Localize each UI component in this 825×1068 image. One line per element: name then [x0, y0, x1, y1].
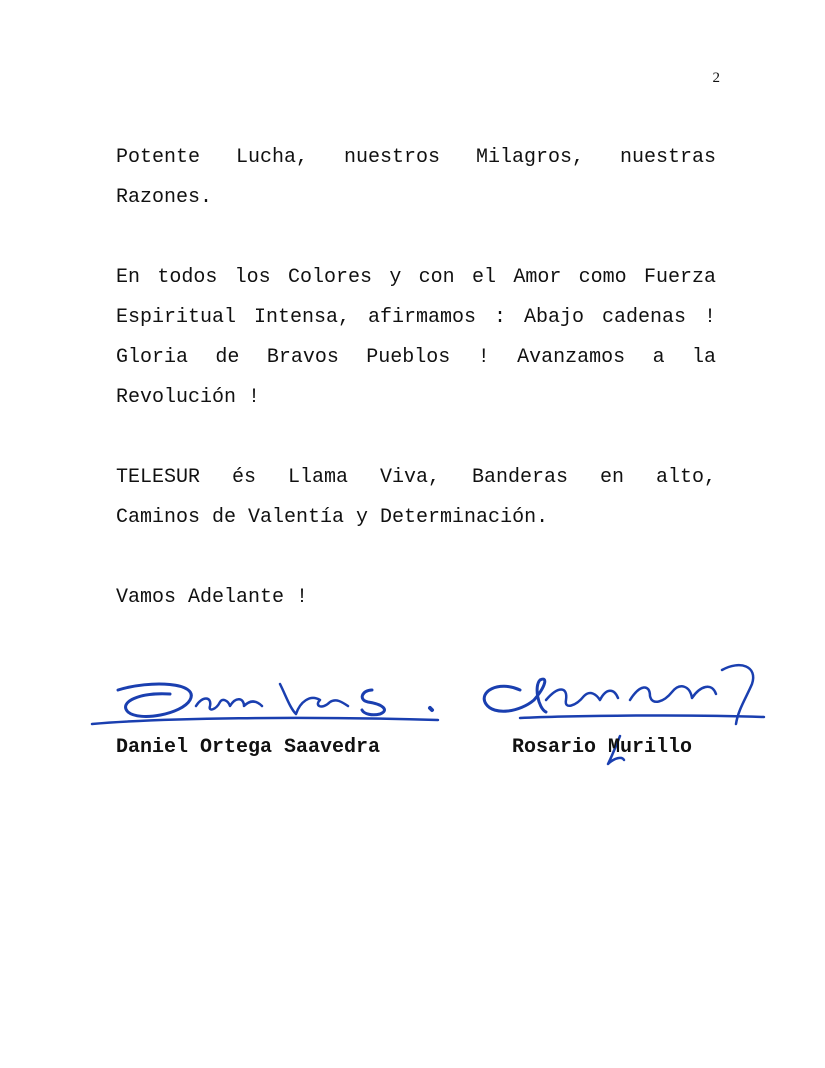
text-line: Revolución !: [116, 386, 261, 409]
text-line: Potente Lucha, nuestros Milagros, nuestras: [116, 146, 716, 169]
text-line: TELESUR és Llama Viva, Banderas en alto,: [116, 466, 716, 489]
left-signature-stroke: [196, 699, 262, 710]
handwritten-signatures: [0, 640, 825, 780]
left-signature-stroke: [92, 718, 438, 724]
left-signature-stroke: [280, 684, 348, 714]
right-signature-stroke: [546, 690, 618, 706]
right-signature-stroke: [520, 715, 764, 718]
paragraph-1: [116, 138, 716, 218]
text-line: Razones.: [116, 186, 213, 209]
right-signature-stroke: [484, 679, 546, 712]
left-signature-stroke: [430, 708, 432, 710]
text-line: En todos los Colores y con el Amor como Fuerza: [116, 266, 716, 289]
right-signature-stroke: [630, 686, 716, 701]
paragraph-4: [116, 578, 716, 618]
text-line: Espiritual Intensa, afirmamos : Abajo cadenas !: [116, 306, 716, 329]
text-line: Caminos de Valentía y Determinación.: [116, 506, 549, 529]
paragraph-2: [116, 258, 716, 418]
signer-name-right: Rosario Murillo: [512, 736, 693, 759]
letter-body: [116, 138, 716, 658]
text-line: Vamos Adelante !: [116, 586, 309, 609]
left-signature-stroke: [362, 690, 384, 715]
text-line: Gloria de Bravos Pueblos ! Avanzamos a la: [116, 346, 716, 369]
page-number: 2: [712, 70, 720, 86]
signature-block: [0, 640, 825, 780]
left-signature-stroke: [118, 684, 191, 716]
paragraph-3: [116, 458, 716, 538]
signer-name-left: Daniel Ortega Saavedra: [116, 736, 381, 759]
